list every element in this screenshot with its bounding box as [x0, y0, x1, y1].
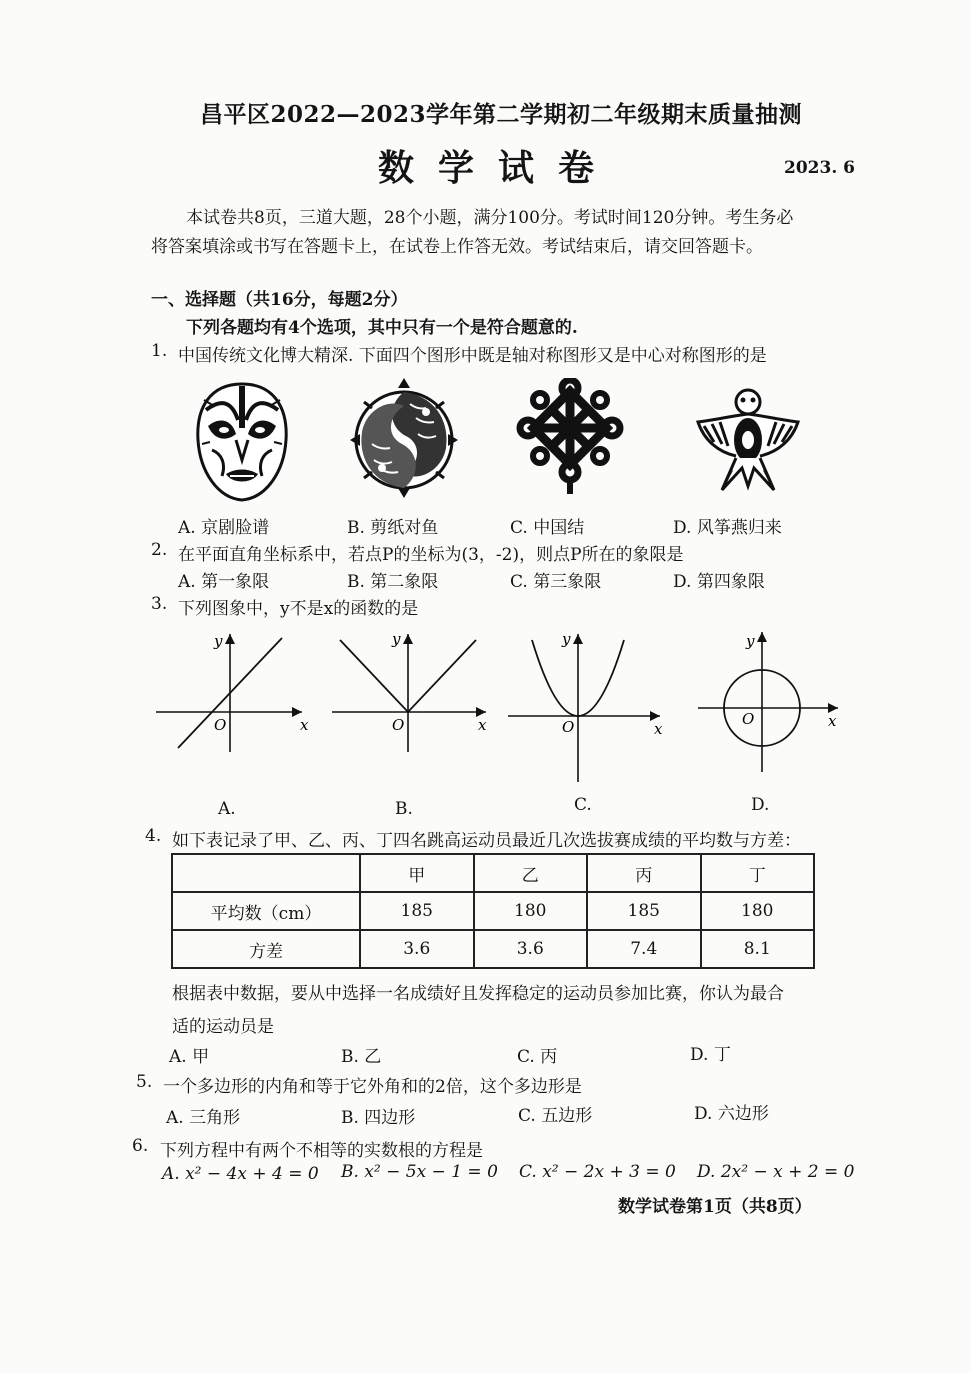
q4-option-b: B. 乙	[341, 1047, 382, 1067]
q3-b-x-label: x	[478, 716, 487, 734]
opera-mask-image	[192, 380, 292, 505]
q3-graph-a	[152, 626, 312, 756]
q1-number: 1.	[151, 341, 168, 361]
table-header-cell	[172, 854, 360, 892]
chinese-knot-image	[514, 378, 626, 500]
page-footer: 数学试卷第1页（共8页）	[618, 1197, 812, 1217]
table-cell: 3.6	[360, 930, 474, 968]
q2-number: 2.	[151, 540, 168, 560]
table-header-row	[172, 854, 814, 892]
q3-a-y-label: y	[214, 632, 223, 650]
q4-option-c: C. 丙	[517, 1047, 558, 1067]
q2-option-d: D. 第四象限	[673, 572, 765, 592]
q5-stem: 一个多边形的内角和等于它外角和的2倍，这个多边形是	[163, 1077, 582, 1097]
table-cell: 7.4	[587, 930, 701, 968]
q4-followup-line-1: 根据表中数据，要从中选择一名成绩好且发挥稳定的运动员参加比赛，你认为最合	[172, 984, 784, 1004]
q3-b-origin: O	[392, 716, 405, 734]
q4-number: 4.	[145, 826, 162, 846]
q1-stem: 中国传统文化博大精深. 下面四个图形中既是轴对称图形又是中心对称图形的是	[178, 346, 767, 366]
section-note: 下列各题均有4个选项，其中只有一个是符合题意的.	[186, 318, 578, 338]
table-cell: 180	[701, 892, 815, 930]
q4-option-a: A. 甲	[169, 1047, 210, 1067]
q1-option-a: A. 京剧脸谱	[178, 518, 270, 538]
q5-option-c: C. 五边形	[518, 1106, 593, 1126]
q3-stem: 下列图象中，y不是x的函数的是	[178, 599, 419, 619]
q2-stem: 在平面直角坐标系中，若点P的坐标为(3，-2)，则点P所在的象限是	[178, 545, 684, 565]
q3-c-y-label: y	[562, 630, 571, 648]
scores-table	[171, 853, 815, 969]
exam-date: 2023. 6	[784, 158, 855, 178]
q3-c-x-label: x	[654, 720, 663, 738]
table-row-label: 方差	[172, 930, 360, 968]
q3-a-origin: O	[214, 716, 227, 734]
table-cell: 3.6	[474, 930, 588, 968]
paper-cut-fish-image	[346, 374, 462, 499]
instructions-line-2: 将答案填涂或书写在答题卡上，在试卷上作答无效。考试结束后，请交回答题卡。	[151, 237, 763, 257]
q3-graph-d	[694, 626, 844, 776]
q6-stem: 下列方程中有两个不相等的实数根的方程是	[160, 1141, 483, 1161]
subject-title: 数学试卷	[378, 147, 619, 189]
q4-option-d: D. 丁	[690, 1045, 731, 1065]
q3-label-a: A.	[218, 799, 236, 819]
table-cell: 8.1	[701, 930, 815, 968]
section-title: 一、选择题（共16分，每题2分）	[151, 290, 408, 310]
q3-d-origin: O	[742, 710, 755, 728]
q5-option-a: A. 三角形	[166, 1108, 241, 1128]
instructions-line-1: 本试卷共8页，三道大题，28个小题，满分100分。考试时间120分钟。考生务必	[186, 208, 794, 228]
table-header-cell: 甲	[360, 854, 474, 892]
q3-label-c: C.	[574, 795, 592, 815]
q6-option-b: B. x² − 5x − 1 = 0	[341, 1162, 498, 1182]
q3-d-x-label: x	[828, 712, 837, 730]
q1-option-d: D. 风筝燕归来	[673, 518, 782, 538]
q2-option-b: B. 第二象限	[347, 572, 439, 592]
q2-option-c: C. 第三象限	[510, 572, 602, 592]
exam-title: 昌平区2022—2023学年第二学期初二年级期末质量抽测	[200, 101, 803, 128]
q1-option-b: B. 剪纸对鱼	[347, 518, 439, 538]
q3-b-y-label: y	[392, 630, 401, 648]
q5-option-b: B. 四边形	[341, 1108, 416, 1128]
q5-number: 5.	[136, 1072, 153, 1092]
q3-graph-b	[328, 626, 494, 756]
q2-option-a: A. 第一象限	[178, 572, 270, 592]
q3-label-d: D.	[751, 795, 770, 815]
q6-option-a: A. x² − 4x + 4 = 0	[162, 1164, 319, 1184]
table-cell: 185	[360, 892, 474, 930]
kite-swallow-image	[692, 386, 804, 498]
q3-number: 3.	[151, 594, 168, 614]
q4-followup-line-2: 适的运动员是	[172, 1017, 274, 1037]
q4-stem: 如下表记录了甲、乙、丙、丁四名跳高运动员最近几次选拔赛成绩的平均数与方差：	[172, 831, 801, 851]
q3-d-y-label: y	[746, 632, 755, 650]
table-row-label: 平均数（cm）	[172, 892, 360, 930]
table-row	[172, 930, 814, 968]
table-cell: 185	[587, 892, 701, 930]
q6-number: 6.	[132, 1136, 149, 1156]
table-header-cell: 乙	[474, 854, 588, 892]
q3-label-b: B.	[395, 799, 413, 819]
q3-a-x-label: x	[300, 716, 309, 734]
q3-c-origin: O	[562, 718, 575, 736]
q3-graph-c	[504, 626, 670, 786]
q6-option-c: C. x² − 2x + 3 = 0	[519, 1162, 676, 1182]
table-header-cell: 丙	[587, 854, 701, 892]
table-cell: 180	[474, 892, 588, 930]
q5-option-d: D. 六边形	[694, 1104, 769, 1124]
table-header-cell: 丁	[701, 854, 815, 892]
table-row	[172, 892, 814, 930]
q1-option-c: C. 中国结	[510, 518, 585, 538]
q6-option-d: D. 2x² − x + 2 = 0	[697, 1162, 855, 1182]
